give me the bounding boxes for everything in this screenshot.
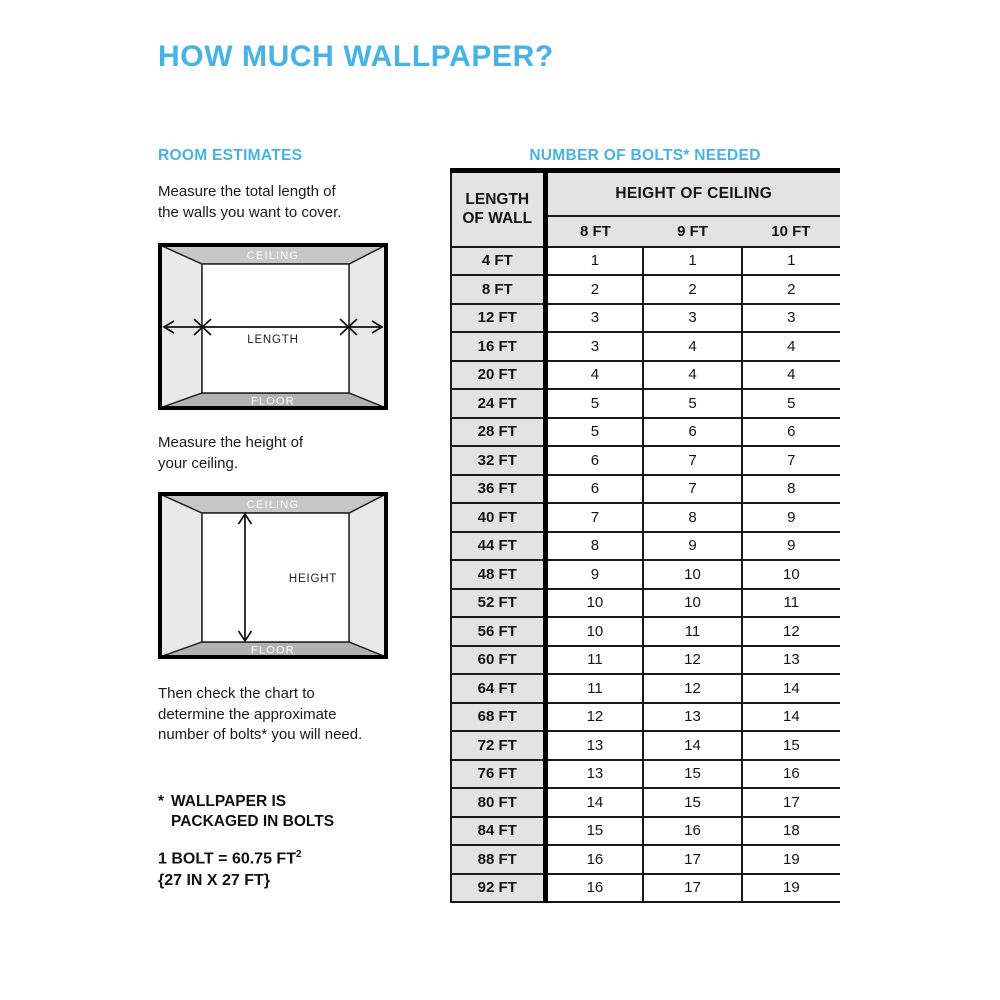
- step1-text: [158, 182, 341, 223]
- table-row: [451, 845, 840, 874]
- wall-length-cell: 60 FT: [451, 646, 545, 675]
- bolt-count-cell: 10: [545, 617, 643, 646]
- bolt-count-cell: 11: [545, 674, 643, 703]
- height-label: HEIGHT: [288, 573, 338, 585]
- bolt-count-cell: 3: [545, 304, 643, 333]
- wall-length-cell: 4 FT: [451, 247, 545, 276]
- step2-line-2: your ceiling.: [158, 454, 239, 472]
- wall-length-cell: 20 FT: [451, 361, 545, 390]
- bolt-count-cell: 13: [545, 731, 643, 760]
- wall-length-cell: 88 FT: [451, 845, 545, 874]
- bolt-count-cell: 7: [742, 446, 840, 475]
- bolts-needed-heading: NUMBER OF BOLTS* NEEDED: [529, 147, 761, 164]
- ceiling-label: CEILING: [246, 250, 300, 262]
- bolt-count-cell: 16: [545, 845, 643, 874]
- bolts-table: [450, 168, 840, 903]
- bolt-count-cell: 5: [643, 389, 741, 418]
- bolt-count-cell: 14: [643, 731, 741, 760]
- room-estimates-heading: ROOM ESTIMATES: [158, 147, 303, 164]
- bolt-count-cell: 16: [643, 817, 741, 846]
- bolt-count-cell: 14: [742, 703, 840, 732]
- bolt-count-cell: 10: [545, 589, 643, 618]
- room-height-diagram: [158, 492, 388, 659]
- wall-length-cell: 36 FT: [451, 475, 545, 504]
- wall-length-cell: 28 FT: [451, 418, 545, 447]
- bolt-count-cell: 12: [742, 617, 840, 646]
- right-wall-shape: [349, 494, 386, 657]
- bolt-count-cell: 8: [545, 532, 643, 561]
- bolt-count-cell: 5: [742, 389, 840, 418]
- table-row: [451, 446, 840, 475]
- bolt-count-cell: 15: [643, 788, 741, 817]
- footnote-line-2: PACKAGED IN BOLTS: [171, 812, 335, 830]
- step3-line-1: Then check the chart to: [158, 685, 315, 702]
- table-row: [451, 760, 840, 789]
- bolt-count-cell: 14: [742, 674, 840, 703]
- bolt-equation: 1 BOLT = 60.75 FT: [158, 850, 296, 868]
- bolt-count-cell: 9: [545, 560, 643, 589]
- bolt-count-cell: 4: [742, 361, 840, 390]
- room-length-diagram: [158, 243, 388, 410]
- bolt-count-cell: 1: [742, 247, 840, 276]
- bolt-count-cell: 15: [545, 817, 643, 846]
- bolt-count-cell: 6: [643, 418, 741, 447]
- footnote-asterisk: *: [158, 793, 165, 810]
- bolt-count-cell: 4: [643, 332, 741, 361]
- bolt-count-cell: 8: [643, 503, 741, 532]
- table-row: [451, 304, 840, 333]
- wall-length-cell: 64 FT: [451, 674, 545, 703]
- bolt-count-cell: 17: [643, 845, 741, 874]
- table-row: [451, 389, 840, 418]
- bolt-count-cell: 14: [545, 788, 643, 817]
- bolt-exponent: 2: [295, 849, 302, 860]
- footnote-line-1: WALLPAPER IS: [171, 793, 287, 810]
- wall-length-cell: 80 FT: [451, 788, 545, 817]
- step1-line-1: Measure the total length of: [158, 183, 336, 200]
- bolt-count-cell: 13: [742, 646, 840, 675]
- bolt-count-cell: 16: [742, 760, 840, 789]
- table-row: [451, 418, 840, 447]
- bolt-count-cell: 3: [545, 332, 643, 361]
- bolt-count-cell: 12: [643, 674, 741, 703]
- bolt-size-note: [158, 844, 302, 892]
- bolt-count-cell: 15: [643, 760, 741, 789]
- wall-length-cell: 76 FT: [451, 760, 545, 789]
- bolt-count-cell: 6: [742, 418, 840, 447]
- bolt-count-cell: 16: [545, 874, 643, 903]
- wall-length-cell: 92 FT: [451, 874, 545, 903]
- step2-text: [158, 433, 303, 474]
- wall-length-cell: 32 FT: [451, 446, 545, 475]
- bolt-count-cell: 4: [545, 361, 643, 390]
- wall-length-cell: 68 FT: [451, 703, 545, 732]
- bolt-count-cell: 11: [742, 589, 840, 618]
- wall-length-cell: 84 FT: [451, 817, 545, 846]
- bolt-count-cell: 11: [545, 646, 643, 675]
- bolt-count-cell: 6: [545, 475, 643, 504]
- bolt-count-cell: 18: [742, 817, 840, 846]
- step3-text: [158, 684, 362, 746]
- table-row: [451, 560, 840, 589]
- bolt-count-cell: 19: [742, 845, 840, 874]
- footnote-text: [171, 792, 334, 831]
- bolt-count-cell: 10: [643, 589, 741, 618]
- table-row: [451, 617, 840, 646]
- wall-length-cell: 56 FT: [451, 617, 545, 646]
- bolt-count-cell: 1: [545, 247, 643, 276]
- table-row: [451, 674, 840, 703]
- bolt-count-cell: 7: [643, 475, 741, 504]
- bolt-count-cell: 6: [545, 446, 643, 475]
- step1-line-2: the walls you want to cover.: [158, 203, 342, 221]
- bolt-count-cell: 1: [643, 247, 741, 276]
- bolt-count-cell: 11: [643, 617, 741, 646]
- wall-length-cell: 16 FT: [451, 332, 545, 361]
- wall-length-cell: 44 FT: [451, 532, 545, 561]
- bolt-count-cell: 7: [643, 446, 741, 475]
- wall-length-cell: 24 FT: [451, 389, 545, 418]
- table-row: [451, 532, 840, 561]
- step3-line-2: determine the approximate: [158, 705, 337, 723]
- bolt-count-cell: 2: [742, 275, 840, 304]
- bolt-count-cell: 17: [742, 788, 840, 817]
- bolt-count-cell: 8: [742, 475, 840, 504]
- back-wall-shape: [202, 264, 349, 393]
- bolt-count-cell: 13: [545, 760, 643, 789]
- table-row: [451, 589, 840, 618]
- bolt-equation-line: [158, 844, 302, 870]
- ceiling-10ft-header: 10 FT: [742, 216, 840, 247]
- bolt-count-cell: 3: [643, 304, 741, 333]
- wall-length-header: [451, 171, 545, 247]
- bolt-count-cell: 10: [643, 560, 741, 589]
- bolt-count-cell: 5: [545, 389, 643, 418]
- bolt-count-cell: 9: [643, 532, 741, 561]
- bolt-count-cell: 17: [643, 874, 741, 903]
- wall-length-cell: 48 FT: [451, 560, 545, 589]
- table-row: [451, 646, 840, 675]
- wall-length-cell: 40 FT: [451, 503, 545, 532]
- table-row: [451, 247, 840, 276]
- step2-line-1: Measure the height of: [158, 434, 304, 451]
- bolt-count-cell: 12: [545, 703, 643, 732]
- bolt-count-cell: 12: [643, 646, 741, 675]
- bolt-count-cell: 7: [545, 503, 643, 532]
- step3-line-3: number of bolts* you will need.: [158, 726, 363, 743]
- wall-header-line-2: OF WALL: [462, 210, 533, 228]
- bolt-count-cell: 9: [742, 532, 840, 561]
- table-row: [451, 361, 840, 390]
- floor-label: FLOOR: [251, 644, 295, 657]
- table-row: [451, 475, 840, 504]
- wall-length-cell: 52 FT: [451, 589, 545, 618]
- bolt-count-cell: 19: [742, 874, 840, 903]
- floor-label: FLOOR: [251, 395, 295, 408]
- table-row: [451, 275, 840, 304]
- bolt-count-cell: 13: [643, 703, 741, 732]
- table-row: [451, 503, 840, 532]
- bolt-count-cell: 4: [643, 361, 741, 390]
- bolt-count-cell: 15: [742, 731, 840, 760]
- ceiling-height-group-header: HEIGHT OF CEILING: [545, 171, 840, 216]
- wall-length-cell: 8 FT: [451, 275, 545, 304]
- wallpaper-footnote: [158, 792, 334, 831]
- bolt-count-cell: 3: [742, 304, 840, 333]
- table-row: [451, 332, 840, 361]
- length-label: LENGTH: [247, 334, 299, 346]
- bolt-count-cell: 5: [545, 418, 643, 447]
- table-header-row-1: [451, 171, 840, 216]
- bolt-count-cell: 2: [643, 275, 741, 304]
- wall-length-cell: 12 FT: [451, 304, 545, 333]
- left-wall-shape: [160, 494, 202, 657]
- wall-length-cell: 72 FT: [451, 731, 545, 760]
- bolts-table-head: [451, 171, 840, 247]
- bolt-count-cell: 10: [742, 560, 840, 589]
- wall-header-line-1: LENGTH: [465, 191, 530, 209]
- table-row: [451, 874, 840, 903]
- bolt-count-cell: 4: [742, 332, 840, 361]
- page-title: HOW MUCH WALLPAPER?: [158, 40, 554, 73]
- bolt-dimensions: {27 IN X 27 FT}: [158, 872, 271, 890]
- ceiling-label: CEILING: [246, 499, 300, 511]
- table-row: [451, 817, 840, 846]
- table-row: [451, 703, 840, 732]
- bolt-count-cell: 9: [742, 503, 840, 532]
- ceiling-9ft-header: 9 FT: [643, 216, 741, 247]
- table-row: [451, 788, 840, 817]
- ceiling-8ft-header: 8 FT: [545, 216, 643, 247]
- table-row: [451, 731, 840, 760]
- bolts-table-body: [451, 247, 840, 903]
- bolt-count-cell: 2: [545, 275, 643, 304]
